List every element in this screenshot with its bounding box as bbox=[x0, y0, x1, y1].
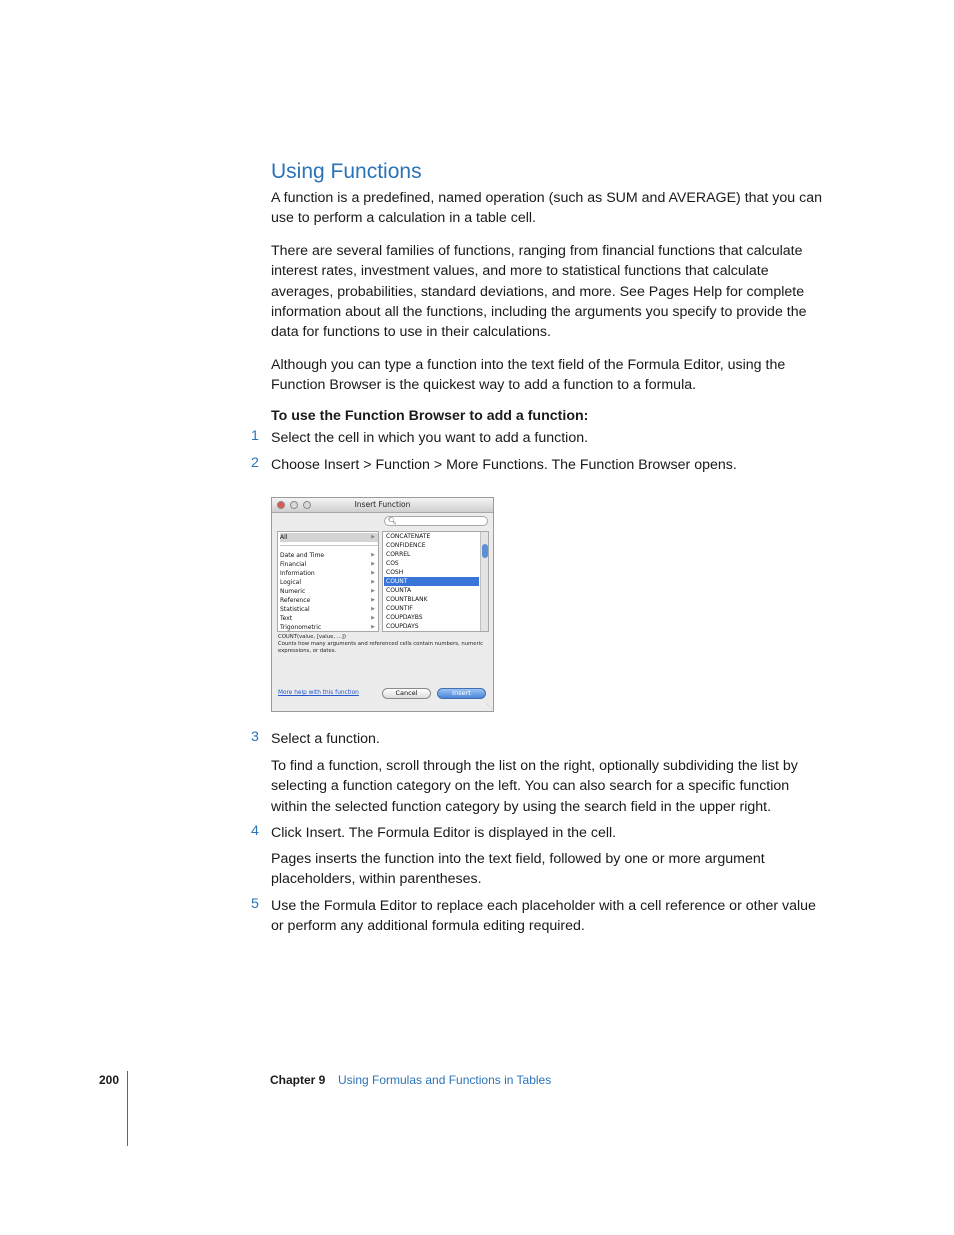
chevron-right-icon: ▶ bbox=[371, 624, 375, 630]
category-item[interactable] bbox=[280, 569, 378, 578]
scrollbar-thumb[interactable] bbox=[482, 544, 488, 558]
step-note: Pages inserts the function into the text field, followed by one or more argument placeholders, within parentheses. bbox=[271, 851, 765, 888]
function-list[interactable] bbox=[382, 531, 489, 632]
function-item[interactable]: COUNTIF bbox=[386, 605, 413, 612]
insert-function-dialog bbox=[271, 497, 494, 712]
category-label: Numeric bbox=[280, 588, 306, 595]
function-list-scrollbar[interactable] bbox=[480, 532, 488, 631]
function-item[interactable]: CONFIDENCE bbox=[386, 542, 426, 549]
category-item[interactable] bbox=[280, 560, 378, 569]
function-item[interactable]: COUNTA bbox=[386, 587, 412, 594]
section-title: Using Functions bbox=[271, 160, 422, 183]
function-item[interactable]: COUPDAYS bbox=[386, 623, 419, 630]
families-paragraph: There are several families of functions, ranging from financial functions that calculate interest rates, investment values, and more to statistical functions that calculate averages, probabilities, standard deviations, and more. See Pages Help for complete information about all the functions, including the arguments you specify to provide the data for functions to use in their calculations. bbox=[271, 243, 807, 341]
category-item[interactable] bbox=[280, 614, 378, 623]
step-number: 3 bbox=[251, 729, 259, 745]
chevron-right-icon: ▶ bbox=[371, 534, 375, 540]
category-label: Financial bbox=[280, 561, 307, 568]
category-label: Date and Time bbox=[280, 552, 325, 559]
chevron-right-icon: ▶ bbox=[371, 615, 375, 621]
function-item[interactable]: CORREL bbox=[386, 551, 411, 558]
chevron-right-icon: ▶ bbox=[371, 606, 375, 612]
category-item[interactable] bbox=[280, 578, 378, 587]
resize-grip-icon[interactable]: ⋱ bbox=[486, 703, 492, 710]
category-label: Statistical bbox=[280, 606, 310, 613]
more-help-link[interactable]: More help with this function bbox=[278, 690, 359, 696]
function-item[interactable]: COSH bbox=[386, 569, 404, 576]
step-number: 2 bbox=[251, 455, 259, 471]
step-text: Select the cell in which you want to add a function. bbox=[271, 430, 589, 446]
insert-button[interactable]: Insert bbox=[437, 688, 486, 699]
category-label: Trigonometric bbox=[280, 624, 322, 631]
category-item[interactable] bbox=[280, 596, 378, 605]
function-item[interactable]: COS bbox=[386, 560, 399, 567]
category-label: Logical bbox=[280, 579, 302, 586]
chapter-label: Chapter 9 bbox=[270, 1073, 326, 1087]
dialog-title: Insert Function bbox=[354, 500, 411, 509]
chevron-right-icon: ▶ bbox=[371, 597, 375, 603]
chevron-right-icon: ▶ bbox=[371, 570, 375, 576]
intro-paragraph: A function is a predefined, named operation (such as SUM and AVERAGE) that you can use to perform a calculation in a table cell. bbox=[271, 190, 822, 227]
function-description bbox=[278, 634, 488, 655]
category-item[interactable] bbox=[280, 587, 378, 596]
function-item[interactable]: COUNTBLANK bbox=[386, 596, 428, 603]
category-label: Text bbox=[280, 615, 293, 622]
function-item-selected[interactable]: COUNT bbox=[384, 577, 479, 586]
procedure-heading: To use the Function Browser to add a function: bbox=[271, 408, 589, 424]
cancel-button[interactable]: Cancel bbox=[382, 688, 431, 699]
function-item[interactable]: CONCATENATE bbox=[386, 533, 431, 540]
step-text: Select a function. bbox=[271, 731, 380, 747]
step-text: Choose Insert > Function > More Functions. The Function Browser opens. bbox=[271, 457, 737, 473]
category-list[interactable] bbox=[277, 531, 379, 632]
chevron-right-icon: ▶ bbox=[371, 588, 375, 594]
chevron-right-icon: ▶ bbox=[371, 561, 375, 567]
category-label: All bbox=[280, 534, 288, 541]
step-number: 1 bbox=[251, 428, 259, 444]
category-item[interactable] bbox=[280, 605, 378, 614]
category-item-all[interactable] bbox=[280, 533, 378, 542]
step-number: 5 bbox=[251, 896, 259, 912]
page-number: 200 bbox=[99, 1073, 120, 1087]
step-text: Click Insert. The Formula Editor is displayed in the cell. bbox=[271, 825, 617, 841]
step-note: To find a function, scroll through the list on the right, optionally subdividing the list by selecting a function category on the left. You can also search for a specific function within the selected function category by using the search field in the upper right. bbox=[271, 758, 798, 815]
function-search-field[interactable] bbox=[384, 516, 488, 526]
chevron-right-icon: ▶ bbox=[371, 552, 375, 558]
chevron-right-icon: ▶ bbox=[371, 579, 375, 585]
browser-paragraph: Although you can type a function into the text field of the Formula Editor, using the Function Browser is the quickest way to add a function to a formula. bbox=[271, 357, 786, 394]
step-text: Use the Formula Editor to replace each placeholder with a cell reference or other value or perform any additional formula editing required. bbox=[271, 898, 816, 935]
category-item[interactable] bbox=[280, 551, 378, 560]
category-label: Reference bbox=[280, 597, 311, 604]
step-number: 4 bbox=[251, 823, 259, 839]
function-item[interactable]: COUPDAYBS bbox=[386, 614, 423, 621]
chapter-title: Using Formulas and Functions in Tables bbox=[338, 1073, 552, 1087]
function-summary: Counts how many arguments and referenced cells contain numbers, numeric expressions, or dates. bbox=[278, 641, 484, 654]
category-label: Information bbox=[280, 570, 315, 577]
category-divider bbox=[280, 545, 378, 546]
category-item[interactable] bbox=[280, 623, 378, 632]
search-icon: 🔍︎ bbox=[388, 517, 397, 525]
function-syntax: COUNT(value, [value, ...]) bbox=[278, 634, 346, 640]
dialog-titlebar bbox=[272, 498, 493, 513]
footer-divider bbox=[127, 1071, 128, 1146]
